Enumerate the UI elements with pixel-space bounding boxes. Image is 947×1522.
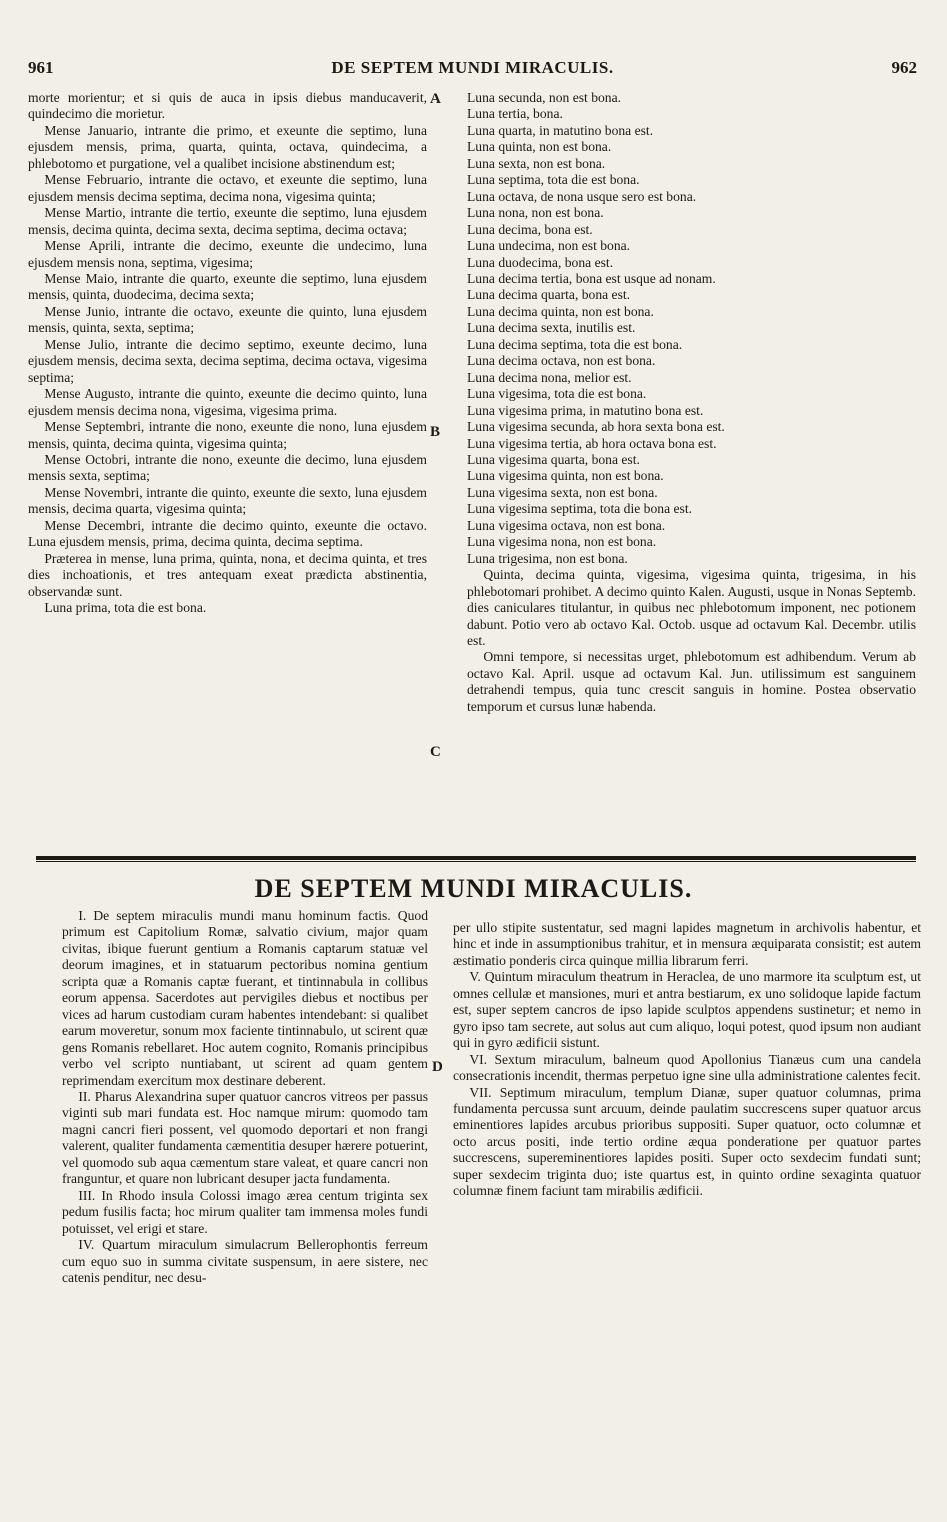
margin-marker-b: B	[430, 424, 441, 440]
luna-line: Luna vigesima secunda, ab hora sexta bona est.	[467, 419, 725, 435]
right-column-bottom	[453, 920, 921, 1200]
luna-line: Luna septima, tota die est bona.	[467, 172, 640, 188]
luna-line: Luna tertia, bona.	[467, 106, 563, 122]
paragraph: Præterea in mense, luna prima, quinta, nona, et decima quinta, et tres dies inchoationis, et tres antequam exeat prædicta abstinentia, observandæ sunt.	[28, 550, 427, 599]
luna-line: Luna vigesima prima, in matutino bona est.	[467, 402, 704, 418]
margin-marker-c: C	[430, 744, 441, 760]
luna-line: Luna decima tertia, bona est usque ad nonam.	[467, 270, 716, 286]
paragraph: II. Pharus Alexandrina super quatuor cancros vitreos per passus viginti sub mari fundata est. Hoc namque mirum: quomodo tam magni cancri fieri possent, vel quomodo deportari et non frangi valerent, qualiter fundamenta cæmentitia desuper hærere potuerint, vel quomodo sub aqua cæmentum stare valeat, et quare cancri non franguntur, et quare non lubricant desuper jacta fundamenta.	[62, 1088, 428, 1187]
luna-line: Luna vigesima nona, non est bona.	[467, 534, 657, 550]
paragraph: VI. Sextum miraculum, balneum quod Apollonius Tianæus cum una candela consecrationis incendit, thermas perpetuo igne sine ulla administratione calentes fecit.	[453, 1051, 921, 1084]
luna-line: Luna quinta, non est bona.	[467, 139, 612, 155]
right-column-top	[467, 90, 916, 715]
left-column-bottom	[62, 908, 428, 1286]
paragraph: Mense Februario, intrante die octavo, et exeunte die septimo, luna ejusdem mensis decima septima, decima nona, vigesima quinta;	[28, 172, 427, 204]
luna-line: Luna decima octava, non est bona.	[467, 353, 656, 369]
luna-line: Luna decima septima, tota die est bona.	[467, 336, 683, 352]
paragraph: Mense Julio, intrante die decimo septimo, exeunte decimo, luna ejusdem mensis, decima sexta, decima septima, decima octava, vigesima septima;	[28, 336, 427, 385]
luna-line: Luna undecima, non est bona.	[467, 238, 631, 254]
paragraph: morte morientur; et si quis de auca in ipsis diebus manducaverit, quindecimo die morietur.	[28, 90, 427, 122]
luna-line: Luna trigesima, non est bona.	[467, 550, 628, 566]
paragraph: III. In Rhodo insula Colossi imago ærea centum triginta sex pedum fusilis facta; hoc mirum qualiter tam immensa moles fundi potuisset, vel erigi et stare.	[62, 1187, 428, 1236]
paragraph: V. Quintum miraculum theatrum in Heraclea, de uno marmore ita sculptum est, ut omnes cellulæ et mansiones, muri et antra bestiarum, ex uno solidoque lapide factum est, super septem cancros de ipso lapide sculptos appendens sustinetur; et nemo in gyro ipso tam secrete, aut solus aut cum aliquo, loqui potest, quod ipsum non audiant qui in gyro ædificii sistunt.	[453, 969, 921, 1051]
left-column-top	[28, 90, 427, 617]
margin-marker-d: D	[432, 1059, 443, 1075]
page-header	[28, 58, 917, 82]
paragraph: IV. Quartum miraculum simulacrum Bellerophontis ferreum cum equo suo in summa civitate suspensum, in aere sistere, nec catenis penditur, nec desu-	[62, 1237, 428, 1285]
luna-line: Luna vigesima octava, non est bona.	[467, 517, 666, 533]
luna-line: Luna nona, non est bona.	[467, 205, 604, 221]
page-number-left: 961	[28, 58, 54, 77]
paragraph: per ullo stipite sustentatur, sed magni lapides magnetum in archivolis habentur, et hinc et inde in assumptionibus trahitur, et in mensura æquiparata consistit; est autem æstimatio ponderis circa quinque millia librarum ferri.	[453, 920, 921, 968]
luna-line: Luna vigesima, tota die est bona.	[467, 386, 647, 402]
luna-line: Luna secunda, non est bona.	[467, 90, 622, 105]
paragraph: Mense Septembri, intrante die nono, exeunte die nono, luna ejusdem mensis, quinta, decima quinta, vigesima quinta;	[28, 419, 427, 451]
luna-line: Luna decima sexta, inutilis est.	[467, 320, 636, 336]
paragraph: Mense Maio, intrante die quarto, exeunte die septimo, luna ejusdem mensis, quinta, duodecima, decima sexta;	[28, 270, 427, 303]
luna-line: Luna vigesima septima, tota die bona est.	[467, 501, 692, 517]
luna-line: Luna decima quinta, non est bona.	[467, 303, 654, 319]
luna-line: Luna sexta, non est bona.	[467, 155, 606, 171]
luna-line: Luna decima, bona est.	[467, 221, 593, 237]
paragraph: Mense Decembri, intrante die decimo quinto, exeunte die octavo. Luna ejusdem mensis, prima, decima quinta, decima septima.	[28, 517, 427, 550]
paragraph: Luna prima, tota die est bona.	[44, 600, 207, 616]
section-title: DE SEPTEM MUNDI MIRACULIS.	[254, 874, 693, 903]
paragraph: Omni tempore, si necessitas urget, phlebotomum est adhibendum. Verum ab octavo Kal. April. usque ad octavum Kal. Jun. utilissimum est sanguinem detrahendi tempus, quia tunc crescit sanguis in homine. Postea observatio temporum et cursus lunæ habenda.	[467, 649, 916, 714]
paragraph: Mense Aprili, intrante die decimo, exeunte die undecimo, luna ejusdem mensis nona, septima, vigesima;	[28, 238, 427, 270]
section-rule-thick	[36, 856, 916, 860]
luna-line: Luna octava, de nona usque sero est bona.	[467, 188, 697, 204]
luna-line: Luna vigesima quarta, bona est.	[467, 451, 640, 467]
luna-line: Luna decima nona, melior est.	[467, 369, 632, 385]
margin-marker-a: A	[430, 91, 441, 107]
luna-line: Luna vigesima tertia, ab hora octava bona est.	[467, 435, 717, 451]
luna-line: Luna duodecima, bona est.	[467, 254, 614, 270]
paragraph: Mense Junio, intrante die octavo, exeunte die quinto, luna ejusdem mensis, quinta, sexta, septima;	[28, 303, 427, 336]
paragraph: VII. Septimum miraculum, templum Dianæ, super quatuor columnas, prima fundamenta percussa sunt arcuum, deinde paulatim succrescens super quatuor arcus eminentiores lapides arcubus prioribus suppositi. Super quatuor, octo columnæ et octo arcus positi, inde tertio ordine æqua ponderatione per quatuor partes succrescens, supereminentiores lapides positi. Super octo sexdecim fundati sunt; super sexdecim triginta duo; iste quartus est, in quinto ordine sexaginta quatuor columnæ finem faciunt tam mirabilis ædificii.	[453, 1084, 921, 1199]
running-title: DE SEPTEM MUNDI MIRACULIS.	[331, 58, 614, 77]
luna-line: Luna vigesima quinta, non est bona.	[467, 468, 664, 484]
section-rule-thin	[36, 861, 916, 862]
paragraph: I. De septem miraculis mundi manu hominum factis. Quod primum est Capitolium Romæ, salvatio civium, major quam civitas, ibique fuerunt gentium a Romanis captarum statuæ vel deorum imagines, et in statuarum pectoribus nomina gentium scripta quæ a Romanis captæ fuerant, et tintinnabula in collibus eorum appensa. Sacerdotes aut pervigiles diebus et noctibus per vices ad harum custodiam curam habentes intendebant: si qualibet earum moveretur, sonum mox faciente tintinnabulo, ut scirent quæ gens Romanis rebellaret. Hoc autem cognito, Romanis principibus verbo vel scripto nuntiabant, ut scirent ad quam gentem reprimendam exercitum mox destinare deberent.	[62, 908, 428, 1088]
paragraph: Mense Augusto, intrante die quinto, exeunte die decimo quinto, luna ejusdem mensis decima nona, vigesima, vigesima prima.	[28, 386, 427, 418]
paragraph: Mense Martio, intrante die tertio, exeunte die septimo, luna ejusdem mensis, decima quinta, decima sexta, decima septima, decima octava;	[28, 205, 427, 237]
paragraph: Mense Januario, intrante die primo, et exeunte die septimo, luna ejusdem mensis, prima, quarta, quinta, octava, quindecima, a phlebotomo et purgatione, vel a qualibet incisione abstinendum est;	[28, 122, 427, 171]
paragraph: Quinta, decima quinta, vigesima, vigesima quinta, trigesima, in his phlebotomari prohibet. A decimo quinto Kalen. Augusti, usque in Nonas Septemb. dies caniculares titulantur, in quibus nec phlebotomum imponent, nec potionem dabunt. Potio vero ab octavo Kal. Octob. usque ad octavum Kal. Decembr. utilis est.	[467, 567, 916, 648]
luna-line: Luna quarta, in matutino bona est.	[467, 122, 654, 138]
page-number-right: 962	[891, 58, 917, 77]
paragraph: Mense Octobri, intrante die nono, exeunte die decimo, luna ejusdem mensis sexta, septima;	[28, 451, 427, 484]
luna-line: Luna decima quarta, bona est.	[467, 287, 631, 303]
luna-line: Luna vigesima sexta, non est bona.	[467, 484, 658, 500]
paragraph: Mense Novembri, intrante die quinto, exeunte die sexto, luna ejusdem mensis, decima quarta, vigesima quinta;	[28, 484, 427, 517]
